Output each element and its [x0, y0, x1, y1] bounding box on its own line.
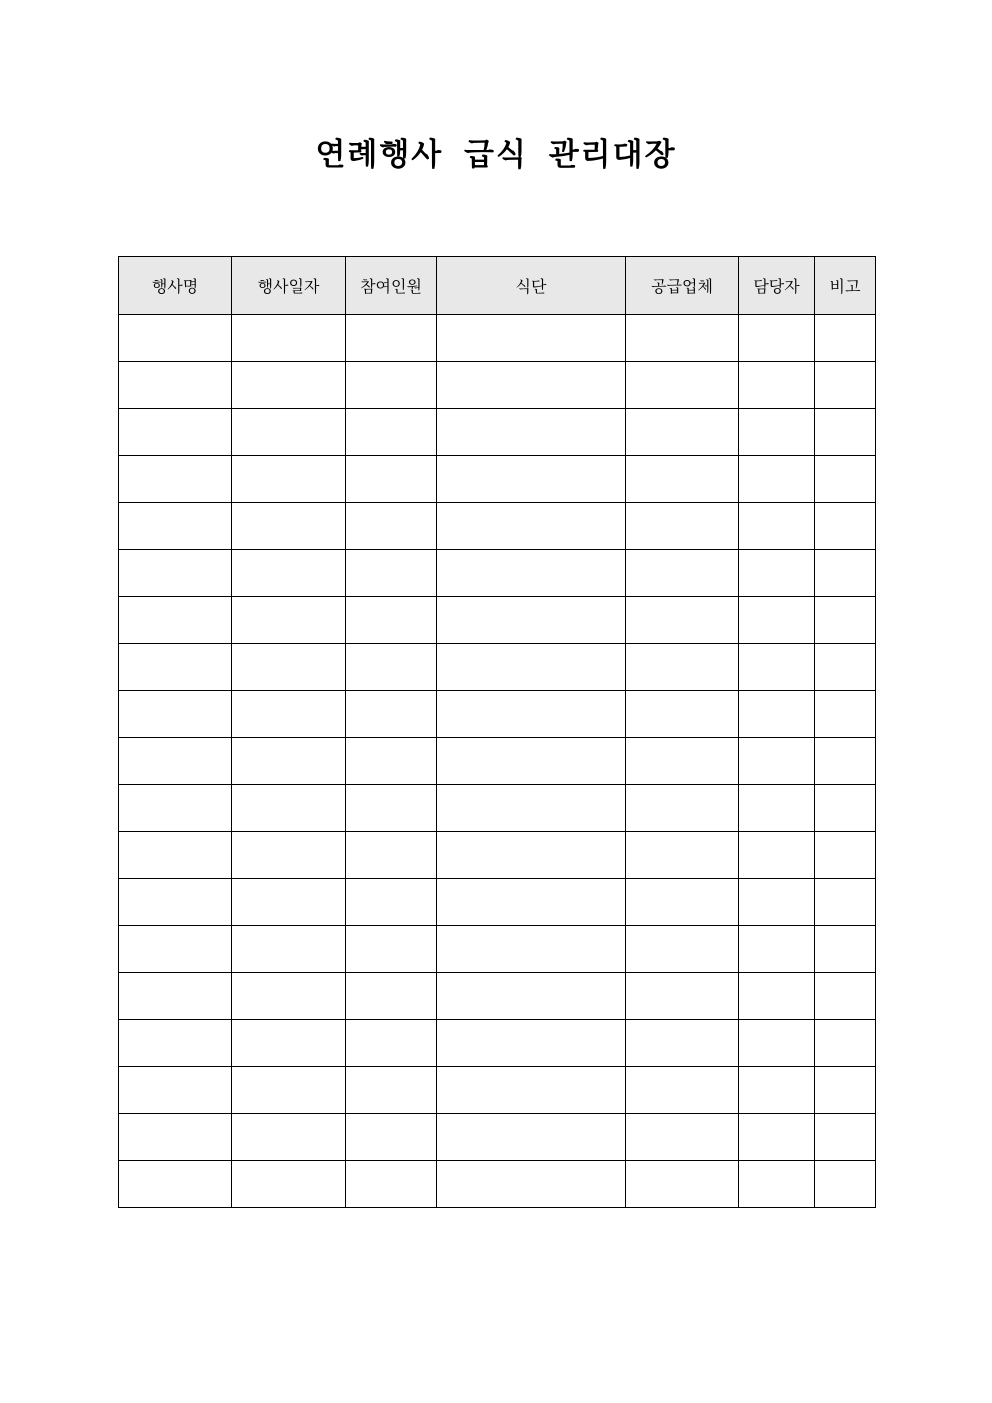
cell-event-date[interactable] — [232, 409, 346, 456]
cell-supplier[interactable] — [626, 315, 739, 362]
cell-event-date[interactable] — [232, 926, 346, 973]
cell-event-date[interactable] — [232, 503, 346, 550]
cell-menu[interactable] — [437, 973, 626, 1020]
cell-remarks[interactable] — [815, 644, 876, 691]
table-row — [119, 550, 876, 597]
cell-menu[interactable] — [437, 1161, 626, 1208]
cell-supplier[interactable] — [626, 644, 739, 691]
cell-supplier[interactable] — [626, 738, 739, 785]
table-row — [119, 644, 876, 691]
table-row — [119, 879, 876, 926]
cell-attendees[interactable] — [346, 691, 437, 738]
cell-event-date[interactable] — [232, 1161, 346, 1208]
table-row — [119, 409, 876, 456]
table-row — [119, 362, 876, 409]
cell-manager[interactable] — [739, 691, 815, 738]
cell-remarks[interactable] — [815, 1114, 876, 1161]
cell-remarks[interactable] — [815, 879, 876, 926]
cell-event-name[interactable] — [119, 832, 232, 879]
table-row — [119, 926, 876, 973]
cell-attendees[interactable] — [346, 879, 437, 926]
cell-attendees[interactable] — [346, 409, 437, 456]
cell-supplier[interactable] — [626, 409, 739, 456]
cell-manager[interactable] — [739, 879, 815, 926]
cell-attendees[interactable] — [346, 456, 437, 503]
table-row — [119, 1114, 876, 1161]
cell-menu[interactable] — [437, 926, 626, 973]
cell-event-name[interactable] — [119, 1161, 232, 1208]
cell-event-name[interactable] — [119, 644, 232, 691]
cell-manager[interactable] — [739, 597, 815, 644]
cell-attendees[interactable] — [346, 1020, 437, 1067]
header-event-date: 행사일자 — [232, 257, 346, 315]
cell-attendees[interactable] — [346, 832, 437, 879]
cell-attendees[interactable] — [346, 738, 437, 785]
table-row — [119, 1020, 876, 1067]
cell-menu[interactable] — [437, 456, 626, 503]
cell-manager[interactable] — [739, 926, 815, 973]
cell-manager[interactable] — [739, 550, 815, 597]
cell-event-name[interactable] — [119, 1067, 232, 1114]
cell-manager[interactable] — [739, 1114, 815, 1161]
cell-remarks[interactable] — [815, 832, 876, 879]
table-row — [119, 738, 876, 785]
table-row — [119, 503, 876, 550]
cell-event-date[interactable] — [232, 1067, 346, 1114]
cell-event-date[interactable] — [232, 597, 346, 644]
cell-attendees[interactable] — [346, 597, 437, 644]
cell-manager[interactable] — [739, 644, 815, 691]
cell-event-date[interactable] — [232, 1114, 346, 1161]
cell-attendees[interactable] — [346, 926, 437, 973]
cell-menu[interactable] — [437, 550, 626, 597]
cell-menu[interactable] — [437, 597, 626, 644]
cell-manager[interactable] — [739, 973, 815, 1020]
cell-remarks[interactable] — [815, 503, 876, 550]
cell-remarks[interactable] — [815, 362, 876, 409]
cell-event-name[interactable] — [119, 550, 232, 597]
cell-event-name[interactable] — [119, 315, 232, 362]
cell-remarks[interactable] — [815, 926, 876, 973]
table-row — [119, 315, 876, 362]
cell-menu[interactable] — [437, 1114, 626, 1161]
table-row — [119, 973, 876, 1020]
cell-remarks[interactable] — [815, 691, 876, 738]
cell-event-name[interactable] — [119, 738, 232, 785]
table-row — [119, 832, 876, 879]
cell-event-name[interactable] — [119, 362, 232, 409]
cell-event-date[interactable] — [232, 973, 346, 1020]
cell-manager[interactable] — [739, 503, 815, 550]
cell-attendees[interactable] — [346, 550, 437, 597]
cell-remarks[interactable] — [815, 973, 876, 1020]
cell-manager[interactable] — [739, 738, 815, 785]
cell-manager[interactable] — [739, 456, 815, 503]
cell-event-name[interactable] — [119, 503, 232, 550]
meal-ledger-table — [118, 256, 876, 1208]
cell-menu[interactable] — [437, 362, 626, 409]
cell-event-name[interactable] — [119, 597, 232, 644]
cell-menu[interactable] — [437, 1067, 626, 1114]
cell-event-name[interactable] — [119, 879, 232, 926]
cell-event-date[interactable] — [232, 550, 346, 597]
cell-attendees[interactable] — [346, 1067, 437, 1114]
cell-event-name[interactable] — [119, 691, 232, 738]
cell-manager[interactable] — [739, 315, 815, 362]
cell-supplier[interactable] — [626, 832, 739, 879]
header-attendees: 참여인원 — [346, 257, 437, 315]
cell-remarks[interactable] — [815, 597, 876, 644]
table-body — [119, 315, 876, 1208]
cell-event-date[interactable] — [232, 738, 346, 785]
cell-attendees[interactable] — [346, 315, 437, 362]
cell-attendees[interactable] — [346, 1161, 437, 1208]
cell-supplier[interactable] — [626, 973, 739, 1020]
cell-supplier[interactable] — [626, 691, 739, 738]
cell-supplier[interactable] — [626, 550, 739, 597]
cell-event-name[interactable] — [119, 973, 232, 1020]
cell-supplier[interactable] — [626, 456, 739, 503]
cell-manager[interactable] — [739, 1067, 815, 1114]
cell-menu[interactable] — [437, 879, 626, 926]
cell-menu[interactable] — [437, 315, 626, 362]
cell-event-name[interactable] — [119, 785, 232, 832]
cell-manager[interactable] — [739, 409, 815, 456]
cell-remarks[interactable] — [815, 1020, 876, 1067]
header-row — [119, 257, 876, 315]
cell-supplier[interactable] — [626, 1020, 739, 1067]
header-remarks: 비고 — [815, 257, 876, 315]
cell-attendees[interactable] — [346, 644, 437, 691]
cell-supplier[interactable] — [626, 503, 739, 550]
cell-manager[interactable] — [739, 1020, 815, 1067]
cell-remarks[interactable] — [815, 785, 876, 832]
cell-menu[interactable] — [437, 503, 626, 550]
cell-remarks[interactable] — [815, 1161, 876, 1208]
table-row — [119, 691, 876, 738]
table-row — [119, 1067, 876, 1114]
cell-menu[interactable] — [437, 1020, 626, 1067]
header-supplier: 공급업체 — [626, 257, 739, 315]
cell-attendees[interactable] — [346, 785, 437, 832]
cell-event-date[interactable] — [232, 456, 346, 503]
cell-supplier[interactable] — [626, 785, 739, 832]
table-row — [119, 597, 876, 644]
cell-remarks[interactable] — [815, 409, 876, 456]
table-row — [119, 456, 876, 503]
cell-event-date[interactable] — [232, 1020, 346, 1067]
cell-menu[interactable] — [437, 644, 626, 691]
cell-remarks[interactable] — [815, 738, 876, 785]
cell-menu[interactable] — [437, 409, 626, 456]
cell-event-date[interactable] — [232, 644, 346, 691]
cell-event-date[interactable] — [232, 785, 346, 832]
cell-attendees[interactable] — [346, 973, 437, 1020]
cell-supplier[interactable] — [626, 879, 739, 926]
cell-manager[interactable] — [739, 1161, 815, 1208]
header-event-name: 행사명 — [119, 257, 232, 315]
cell-event-name[interactable] — [119, 1020, 232, 1067]
cell-menu[interactable] — [437, 691, 626, 738]
cell-remarks[interactable] — [815, 1067, 876, 1114]
cell-supplier[interactable] — [626, 362, 739, 409]
cell-remarks[interactable] — [815, 550, 876, 597]
cell-event-date[interactable] — [232, 832, 346, 879]
cell-event-date[interactable] — [232, 879, 346, 926]
cell-attendees[interactable] — [346, 1114, 437, 1161]
cell-event-name[interactable] — [119, 926, 232, 973]
table-row — [119, 785, 876, 832]
cell-manager[interactable] — [739, 785, 815, 832]
cell-event-date[interactable] — [232, 315, 346, 362]
cell-menu[interactable] — [437, 738, 626, 785]
cell-attendees[interactable] — [346, 503, 437, 550]
cell-supplier[interactable] — [626, 926, 739, 973]
table-row — [119, 1161, 876, 1208]
cell-supplier[interactable] — [626, 1114, 739, 1161]
cell-supplier[interactable] — [626, 597, 739, 644]
cell-event-name[interactable] — [119, 409, 232, 456]
page-title: 연례행사 급식 관리대장 — [315, 137, 677, 173]
cell-menu[interactable] — [437, 832, 626, 879]
header-manager: 담당자 — [739, 257, 815, 315]
cell-event-date[interactable] — [232, 691, 346, 738]
cell-event-date[interactable] — [232, 362, 346, 409]
header-menu: 식단 — [437, 257, 626, 315]
cell-event-name[interactable] — [119, 1114, 232, 1161]
cell-event-name[interactable] — [119, 456, 232, 503]
cell-attendees[interactable] — [346, 362, 437, 409]
cell-supplier[interactable] — [626, 1161, 739, 1208]
cell-remarks[interactable] — [815, 456, 876, 503]
cell-menu[interactable] — [437, 785, 626, 832]
cell-remarks[interactable] — [815, 315, 876, 362]
cell-manager[interactable] — [739, 832, 815, 879]
cell-manager[interactable] — [739, 362, 815, 409]
cell-supplier[interactable] — [626, 1067, 739, 1114]
